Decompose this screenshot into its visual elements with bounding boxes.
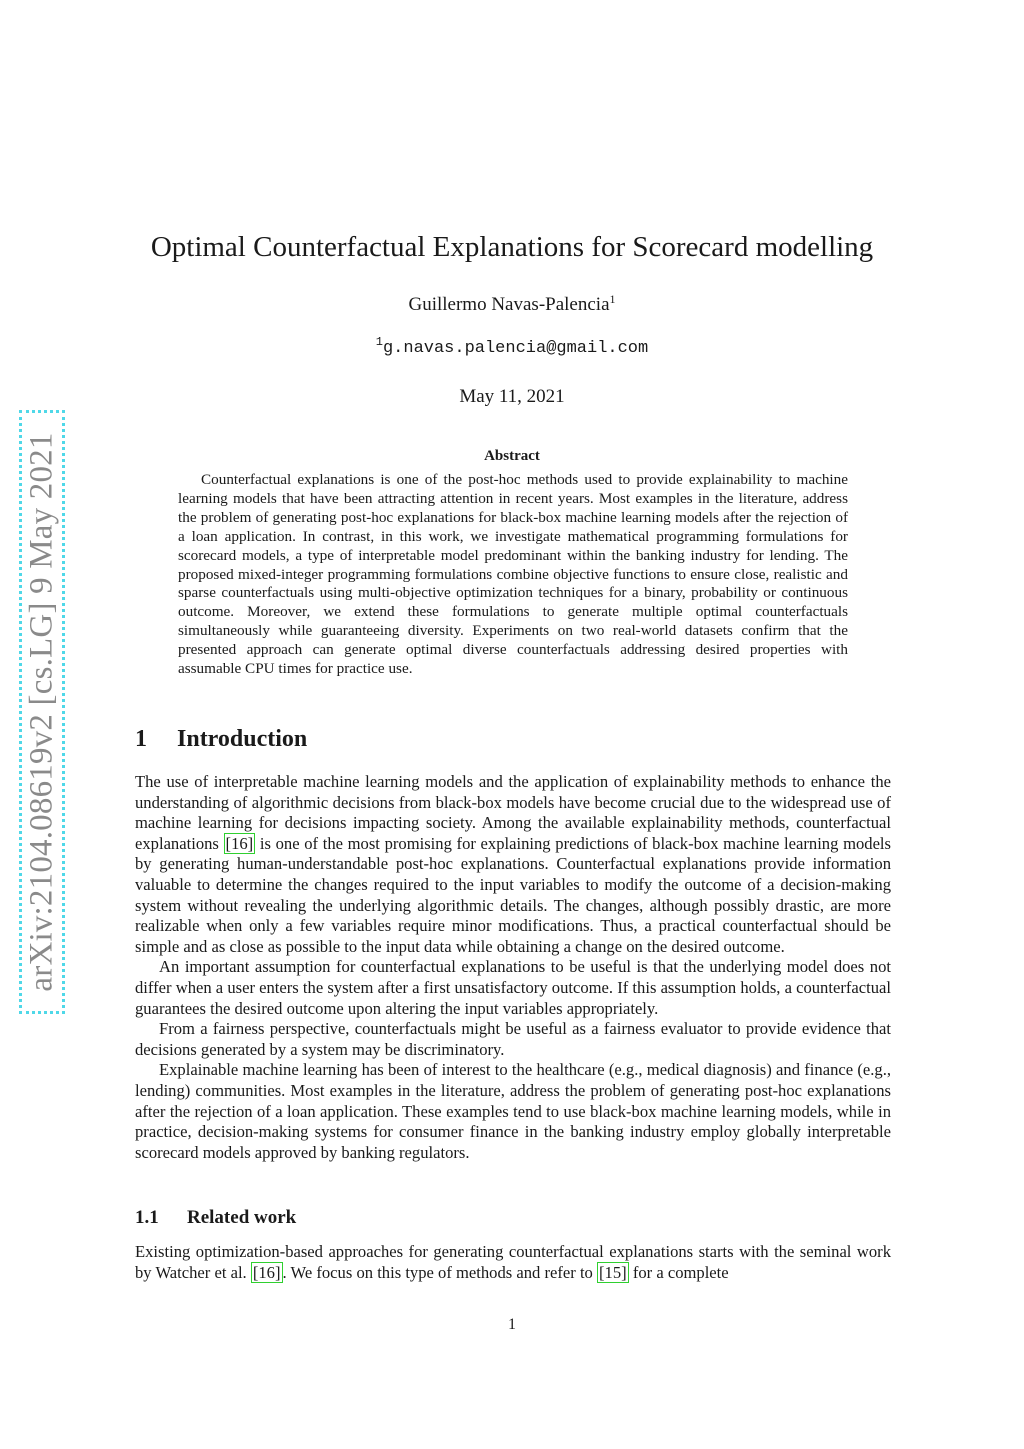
author-name: Guillermo Navas-Palencia (408, 294, 610, 315)
intro-paragraph-4: Explainable machine learning has been of interest to the healthcare (e.g., medical diagnosis) and finance (e.g., lending) communities. Most examples in the literature, address the problem of generating post-hoc explanations after the rejection of a loan application. These examples tend to use black-box machine learning models, while in practice, decision-making systems for consumer finance in the banking industry employ globally interpretable scorecard models approved by banking regulators. (135, 1060, 891, 1162)
paper-date: May 11, 2021 (459, 386, 565, 407)
related-paragraph-1 (135, 1242, 891, 1283)
citation-link-16[interactable]: [16] (252, 1262, 281, 1282)
intro-p1-text-b: is one of the most promising for explaining predictions of black-box machine learning models by generating human-understandable post-hoc explanations. Counterfactual explanations provide information valuable to determine the changes required to the input variables to modify the outcome of a decision-making system without revealing the underlying algorithmic details. The changes, although possibly drastic, are more realizable when only a few variables require minor modifications. Thus, a practical counterfactual should be simple and as close as possible to the input data while obtaining a change on the desired outcome. (135, 833, 891, 956)
intro-p1-text-a: The use of interpretable machine learning models and the application of explainability methods to enhance the understanding of algorithmic decisions from black-box models have become crucial due to the widespread use of machine learning for decisions impacting society. Among the available explainability methods, counterfactual explanations (135, 772, 891, 853)
citation-link-16[interactable]: [16] (225, 833, 254, 853)
paper-title: Optimal Counterfactual Explanations for Scorecard modelling (150, 231, 874, 263)
subsection-number: 1.1 (135, 1207, 159, 1228)
section-number: 1 (135, 726, 147, 752)
author-line (0, 292, 1024, 316)
subsection-title: Related work (187, 1207, 297, 1228)
related-text-b: . We focus on this type of methods and refer to (282, 1262, 598, 1282)
related-work-body (135, 1242, 891, 1283)
email-affiliation-mark: 1 (375, 335, 383, 349)
subsection-heading-related-work (135, 1207, 296, 1229)
section-heading-introduction (135, 726, 307, 753)
author-email-line (0, 335, 1024, 358)
intro-paragraph-2: An important assumption for counterfactual explanations to be useful is that the underlying model does not differ when a user enters the system after a first unsatisfactory outcome. If this assumption holds, a counterfactual guarantees the desired outcome upon altering the input variables appropriately. (135, 957, 891, 1018)
intro-paragraph-3: From a fairness perspective, counterfactuals might be useful as a fairness evaluator to provide evidence that decisions generated by a system may be discriminatory. (135, 1019, 891, 1059)
arxiv-identifier-stamp (19, 410, 65, 1014)
related-text-c: for a complete (628, 1262, 729, 1282)
citation-link-15[interactable]: [15] (599, 1262, 627, 1282)
introduction-body (135, 772, 891, 1163)
author-email[interactable]: g.navas.palencia@gmail.com (382, 339, 649, 358)
page-number: 1 (508, 1316, 516, 1333)
abstract-heading: Abstract (484, 448, 540, 464)
section-title: Introduction (177, 726, 308, 752)
intro-paragraph-1 (135, 772, 891, 957)
abstract-text: Counterfactual explanations is one of the post-hoc methods used to provide explainability to machine learning models that have been attracting attention in recent years. Most examples in the literature, address the problem of generating post-hoc explanations for black-box machine learning models after the rejection of a loan application. In contrast, in this work, we investigate mathematical programming formulations for scorecard models, a type of interpretable model predominant within the banking industry for lending. The proposed mixed-integer programming formulations combine objective functions to ensure close, realistic and sparse counterfactuals using multi-objective optimization techniques for a binary, probability or continuous outcome. Moreover, we extend these formulations to generate multiple optimal counterfactuals simultaneously while guaranteeing diversity. Experiments on two real-world datasets confirm that the presented approach can generate optimal diverse counterfactuals addressing desired properties with assumable CPU times for practice use. (178, 471, 848, 678)
related-text-a: Existing optimization-based approaches for generating counterfactual explanations starts with the seminal work by Watcher et al. (135, 1242, 891, 1282)
arxiv-identifier-text: arXiv:2104.08619v2 [cs.LG] 9 May 2021 (23, 432, 60, 992)
author-affiliation-mark: 1 (609, 292, 616, 306)
